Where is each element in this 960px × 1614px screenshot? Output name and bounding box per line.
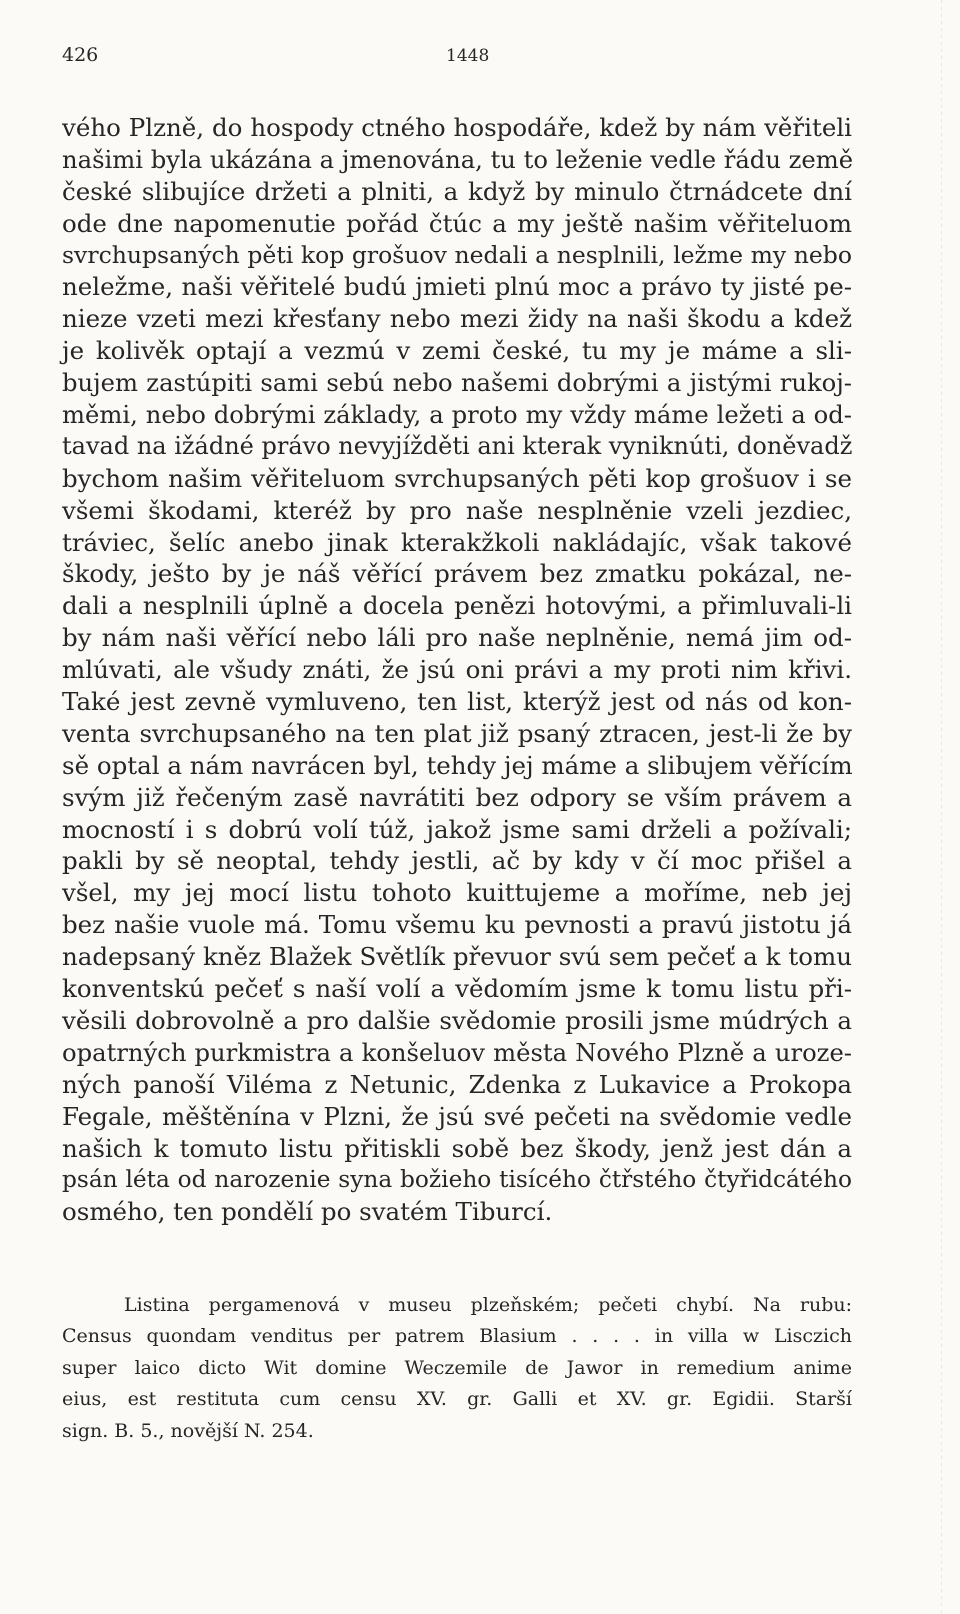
text-line: sě optal a nám navrácen byl, tehdy jej máme a slibujem věřícím [62, 750, 853, 780]
text-line: ode dne napomenutie pořád čtúc a my ještě našim věřiteluom [62, 208, 852, 238]
text-line: venta svrchupsaného na ten plat již psaný ztracen, jest-li že by [62, 718, 852, 748]
text-line: nieze vzeti mezi křesťany nebo mezi židy na naši škodu a kdež [62, 304, 852, 334]
text-line: tráviec, šelíc anebo jinak kterakžkoli nakládajíc, však takové [62, 527, 852, 557]
note-line: eius, est restituta cum censu XV. gr. Galli et XV. gr. Egidii. Starší [62, 1388, 852, 1411]
text-line: našich k tomuto listu přitiskli sobě bez škody, jenž jest dán a [62, 1133, 852, 1163]
text-line: konventskú pečeť s naší volí a vědomím jsme k tomu listu při- [62, 974, 852, 1004]
text-line: měmi, nebo dobrými základy, a proto my vždy máme ležeti a od- [62, 400, 852, 430]
text-line: vého Plzně, do hospody ctného hospodáře, kdež by nám věřiteli [62, 113, 852, 142]
text-line: ných panoší Viléma z Netunic, Zdenka z Lukavice a Prokopa [62, 1069, 852, 1099]
text-line: osmého, ten pondělí po svatém Tiburcí. [62, 1197, 553, 1227]
note-line: super laico dicto Wit domine Weczemile de Jawor in remedium anime [62, 1356, 852, 1379]
text-line: by nám naši věřící nebo láli pro naše neplněnie, nemá jim od- [62, 623, 852, 653]
text-line: psán léta od narozenie syna božieho tisícého čtřstého čtyřidcátého [62, 1166, 852, 1194]
text-line: škody, ješto by je náš věřící právem bez zmatku pokázal, ne- [62, 559, 852, 589]
text-line: dali a nesplnili úplně a docela penězi hotovými, a přimluvali-li [62, 591, 852, 621]
text-line: všel, my jej mocí listu tohoto kuittujeme a moříme, neb jej [62, 878, 852, 908]
text-line: všemi škodami, kteréž by pro naše nesplněnie vzeli jezdiec, [62, 495, 852, 525]
text-line: mlúvati, ale všudy znáti, že jsú oni právi a my proti nim křivi. [62, 655, 852, 685]
text-line: věsili dobrovolně a pro dalšie svědomie prosili jsme múdrých a [62, 1005, 852, 1035]
text-line: bujem zastúpiti sami sebú nebo našemi dobrými a jistými rukoj- [62, 368, 852, 398]
text-line: je kolivěk optají a vezmú v zemi české, tu my je máme a sli- [62, 336, 852, 366]
page-header [62, 44, 852, 78]
text-line: svrchupsaných pěti kop grošuov nedali a nesplnili, ležme my nebo [62, 240, 852, 269]
text-line: české slibujíce držeti a plniti, a když by minulo čtrnádcete dní [62, 176, 852, 206]
archival-note [62, 1290, 852, 1447]
page-number: 426 [62, 44, 99, 66]
text-line: bychom našim věřiteluom svrchupsaných pěti kop grošuov i se [62, 463, 852, 493]
text-line: tavad na ižádné právo nevyjížděti ani kterak vyniknúti, doněvadž [62, 431, 853, 460]
text-line: mocností i s dobrú volí túž, jakož jsme sami drželi a požívali; [62, 814, 852, 844]
running-header-year: 1448 [446, 46, 490, 66]
page-edge-shadow [941, 0, 942, 1614]
text-line: bez našie vuole má. Tomu všemu ku pevnosti a pravú jistotu já [62, 910, 852, 940]
charter-text [62, 112, 852, 1228]
text-line: nadepsaný kněz Blažek Světlík převuor svú sem pečeť a k tomu [62, 942, 852, 972]
text-line: Také jest zevně vymluveno, ten list, kterýž jest od nás od kon- [62, 687, 852, 717]
text-line: Fegale, měštěnína v Plzni, že jsú své pečeti na svědomie vedle [62, 1101, 852, 1131]
note-line: Listina pergamenová v museu plzeňském; pečeti chybí. Na rubu: [124, 1294, 852, 1316]
text-line: našimi byla ukázána a jmenována, tu to leženie vedle řádu země [62, 144, 854, 174]
text-line: svým již řečeným zasě navrátiti bez odpory se vším právem a [62, 782, 852, 812]
text-line: neležme, naši věřitelé budú jmieti plnú moc a právo ty jisté pe- [62, 272, 852, 302]
text-line: pakli by sě neoptal, tehdy jestli, ač by kdy v čí moc přišel a [62, 846, 852, 876]
text-line: opatrných purkmistra a konšeluov města Nového Plzně a uroze- [62, 1037, 852, 1067]
note-line: sign. B. 5., novější N. 254. [62, 1419, 314, 1442]
note-line: Census quondam venditus per patrem Blasium . . . . in villa w Lisczich [62, 1325, 852, 1348]
